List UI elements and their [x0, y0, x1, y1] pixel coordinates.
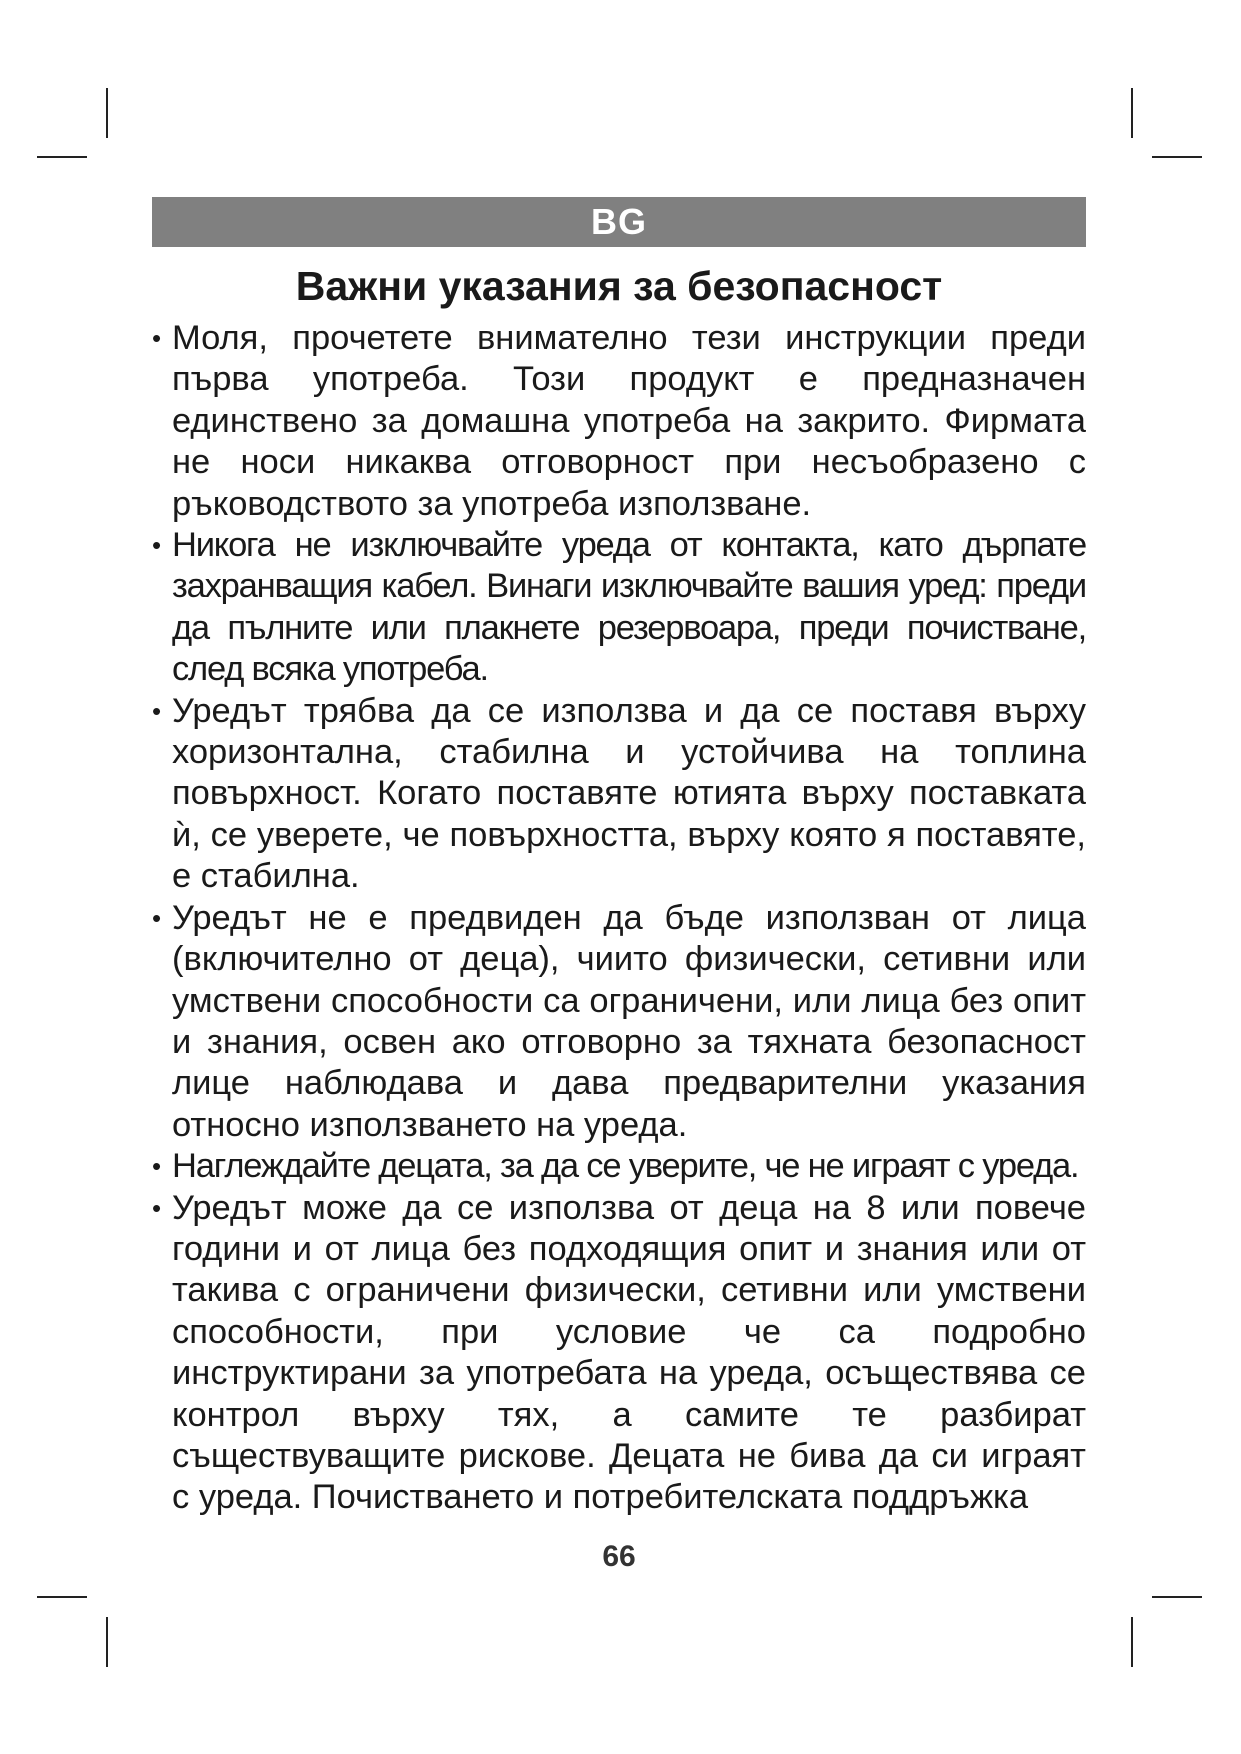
- bullet-icon: •: [152, 323, 162, 353]
- list-item-text: Уредът може да се използва от деца на 8 или повече години и от лица без подходящия опит и знания или от такива с ограничени физически, сетивни или умствени способности, при условие че са подробно инструктирани за употребата на уреда, осъществява се контрол върху тях, а самите те разбират съществуващите рискове. Децата не бива да си играят с уреда. Почистването и потребителската поддръжка: [172, 1188, 1086, 1517]
- list-item-text: Уредът трябва да се използва и да се поставя върху хоризонтална, стабилна и устойчива на топлина повърхност. Когато поставяте ютията върху поставката ѝ, се уверете, че повърхността, върху която я поставяте, е стабилна.: [172, 691, 1086, 896]
- page-number: 66: [602, 1540, 636, 1573]
- language-code: BG: [591, 201, 647, 242]
- list-item-text: Моля, прочетете внимателно тези инструкции преди първа употреба. Този продукт е предназначен единствено за домашна употреба на закрито. Фирмата не носи никаква отговорност при несъобразено с ръководството за употреба използване.: [172, 319, 1086, 523]
- list-item-text: Наглеждайте децата, за да се уверите, че не играят с уреда.: [172, 1147, 1079, 1186]
- crop-mark-top-left-horizontal: [37, 156, 87, 158]
- list-item: [152, 898, 1086, 1146]
- crop-mark-bottom-right-horizontal: [1152, 1596, 1202, 1598]
- crop-mark-bottom-right-vertical: [1131, 1617, 1133, 1667]
- bullet-icon: •: [152, 902, 162, 933]
- list-item-text: Никога не изключвайте уреда от контакта, като дърпате захранващия кабел. Винаги изключвайте вашия уред: преди да пълните или плакнете резервоара, преди почистване, след всяка употреба.: [172, 526, 1086, 689]
- list-item: [152, 1146, 1086, 1187]
- list-item: [152, 691, 1086, 898]
- language-header-bar: [152, 197, 1086, 247]
- safety-instructions-list: [152, 318, 1086, 1519]
- list-item: [152, 1188, 1086, 1519]
- crop-mark-bottom-left-horizontal: [37, 1596, 87, 1598]
- bullet-icon: •: [152, 530, 162, 561]
- list-item: [152, 318, 1086, 525]
- crop-mark-top-right-vertical: [1131, 88, 1133, 138]
- crop-mark-top-left-vertical: [106, 88, 108, 138]
- page-title: Важни указания за безопасност: [295, 263, 943, 309]
- bullet-icon: •: [152, 695, 162, 726]
- bullet-icon: •: [152, 1151, 162, 1182]
- list-item: [152, 525, 1086, 691]
- crop-mark-top-right-horizontal: [1152, 156, 1202, 158]
- crop-mark-bottom-left-vertical: [106, 1617, 108, 1667]
- bullet-icon: •: [152, 1192, 162, 1223]
- list-item-text: Уредът не е предвиден да бъде използван от лица (включително от деца), чиито физически, сетивни или умствени способности са ограничени, или лица без опит и знания, освен ако отговорно за тяхната безопасност лице наблюдава и дава предварителни указания относно използването на уреда.: [172, 898, 1086, 1144]
